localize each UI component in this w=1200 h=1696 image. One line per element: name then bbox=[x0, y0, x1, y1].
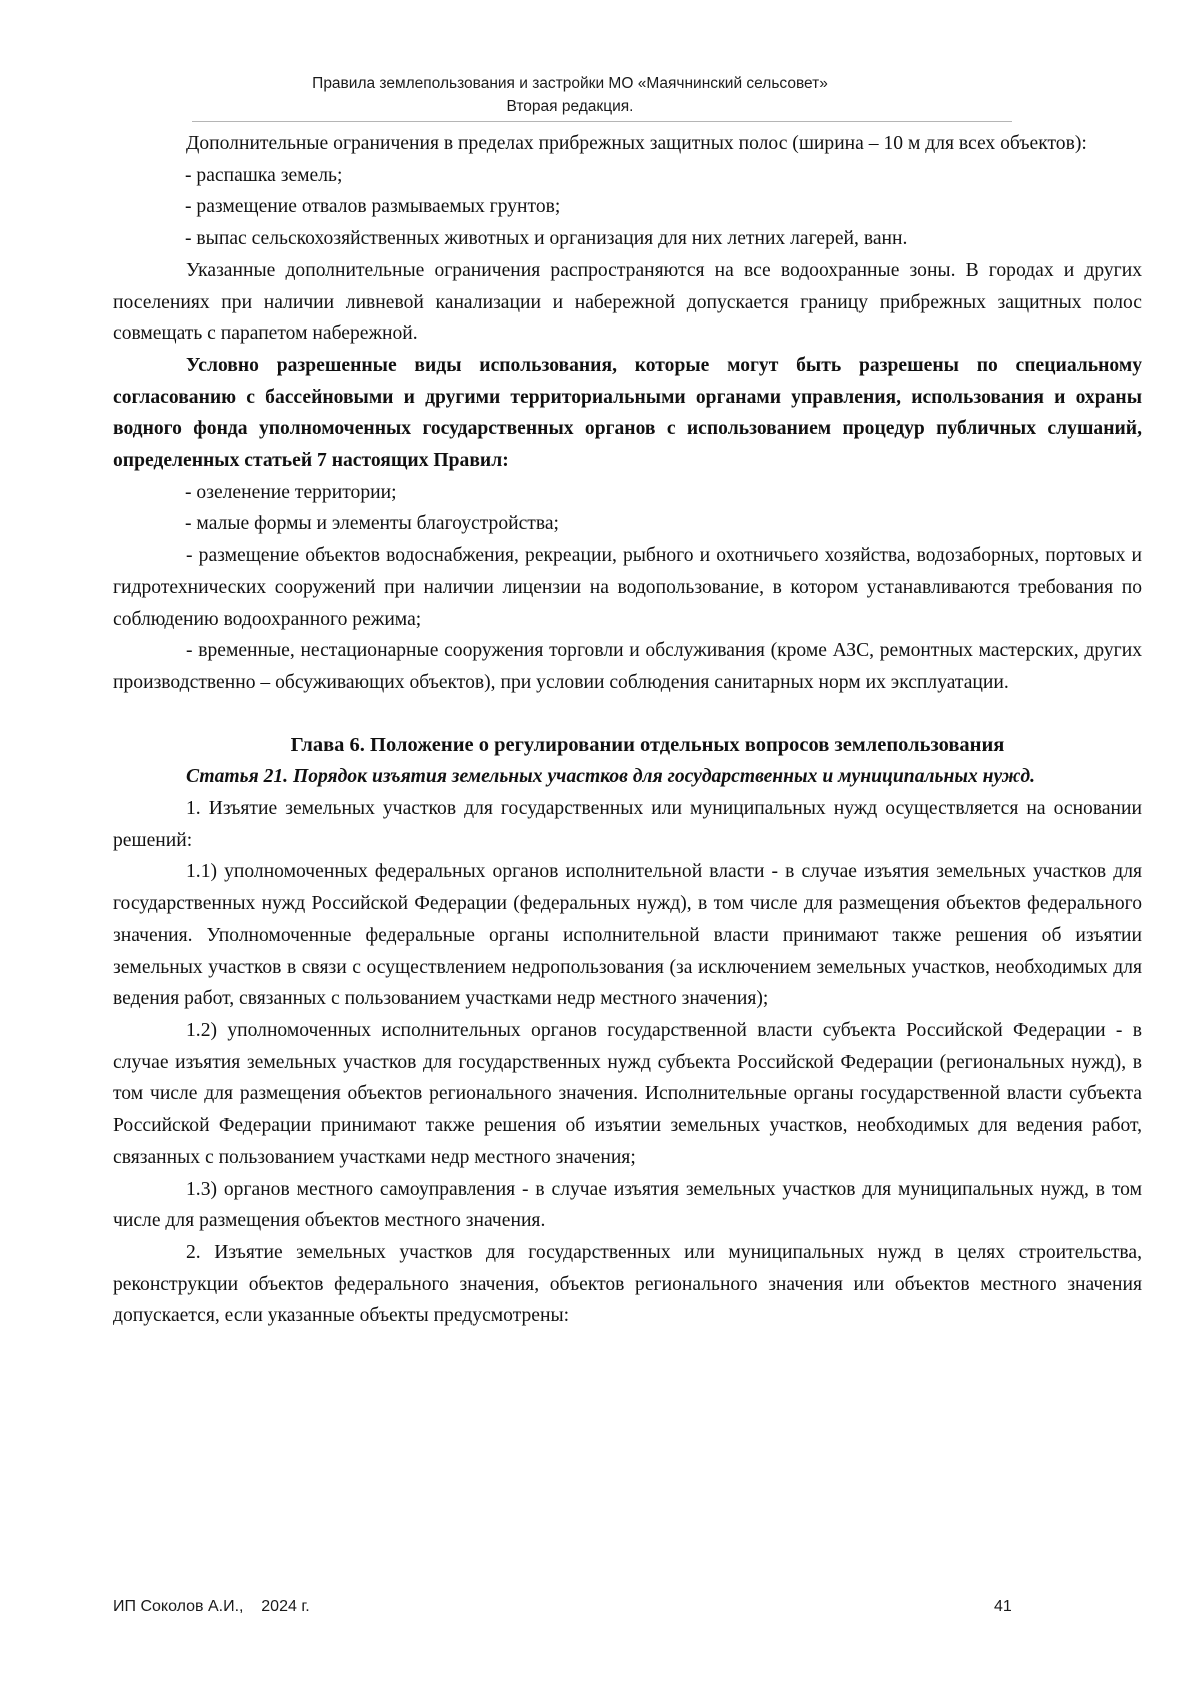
running-header bbox=[120, 72, 1020, 118]
paragraph: 1.2) уполномоченных исполнительных органов государственной власти субъекта Российской Федерации - в случае изъятия земельных участков для государственных нужд субъекта Российской Федерации (региональных нужд), в том числе для размещения объектов регионального значения. Исполнительные органы государственной власти субъекта Российской Федерации принимают также решения об изъятии земельных участков, необходимых для ведения работ, связанных с пользованием участками недр местного значения; bbox=[113, 1019, 1142, 1168]
footer-author: ИП Соколов А.И., 2024 г. bbox=[113, 1598, 310, 1615]
header-edition: Вторая редакция. bbox=[506, 98, 634, 115]
list-item: - размещение отвалов размываемых грунтов; bbox=[185, 196, 561, 218]
document-body bbox=[113, 128, 1142, 1332]
bold-paragraph: Условно разрешенные виды использования, которые могут быть разрешены по специальному согласованию с бассейновыми и другими территориальными органами управления, использования и охраны водного фонда уполномоченных государственных органов с использованием процедур публичных слушаний, определенных статьей 7 настоящих Правил: bbox=[113, 354, 1142, 472]
header-title: Правила землепользования и застройки МО «Маячнинский сельсовет» bbox=[312, 75, 828, 92]
paragraph: - временные, нестационарные сооружения торговли и обслуживания (кроме АЗС, ремонтных мастерских, других производственно – обсуживающих объектов), при условии соблюдения санитарных норм их эксплуатации. bbox=[113, 640, 1142, 693]
paragraph: 1.3) органов местного самоуправления - в случае изъятия земельных участков для муниципальных нужд, в том числе для размещения объектов местного значения. bbox=[113, 1178, 1142, 1232]
paragraph: Дополнительные ограничения в пределах прибрежных защитных полос (ширина – 10 м для всех объектов): bbox=[186, 133, 1087, 154]
chapter-heading: Глава 6. Положение о регулировании отдельных вопросов землепользования bbox=[290, 733, 1005, 756]
paragraph: Указанные дополнительные ограничения распространяются на все водоохранные зоны. В городах и других поселениях при наличии ливневой канализации и набережной допускается границу прибрежных защитных полос совмещать с парапетом набережной. bbox=[113, 259, 1142, 345]
paragraph: - размещение объектов водоснабжения, рекреации, рыбного и охотничьего хозяйства, водозаборных, портовых и гидротехнических сооружений при наличии лицензии на водопользование, в котором устанавливаются требования по соблюдению водоохранного режима; bbox=[113, 545, 1142, 630]
paragraph: 1. Изъятие земельных участков для государственных или муниципальных нужд осуществляется на основании решений: bbox=[113, 798, 1142, 851]
list-item: - малые формы и элементы благоустройства; bbox=[185, 513, 559, 535]
paragraph: 2. Изъятие земельных участков для государственных или муниципальных нужд в целях строительства, реконструкции объектов федерального значения, объектов регионального значения или объектов местного значения допускается, если указанные объекты предусмотрены: bbox=[113, 1241, 1142, 1327]
spacer bbox=[113, 699, 1142, 730]
article-heading: Статья 21. Порядок изъятия земельных участков для государственных и муниципальных нужд. bbox=[186, 766, 1036, 788]
list-item: - озеленение территории; bbox=[185, 481, 397, 503]
paragraph: 1.1) уполномоченных федеральных органов исполнительной власти - в случае изъятия земельных участков для государственных нужд Российской Федерации (федеральных нужд), в том числе для размещения объектов федерального значения. Уполномоченные федеральные органы исполнительной власти принимают также решения об изъятии земельных участков в связи с осуществлением недропользования (за исключением земельных участков, необходимых для ведения работ, связанных с пользованием участками недр местного значения); bbox=[113, 861, 1142, 1010]
page-number: 41 bbox=[994, 1598, 1012, 1615]
list-item: - выпас сельскохозяйственных животных и организация для них летних лагерей, ванн. bbox=[185, 228, 908, 250]
list-item: - распашка земель; bbox=[185, 164, 343, 186]
header-divider bbox=[192, 121, 1012, 122]
